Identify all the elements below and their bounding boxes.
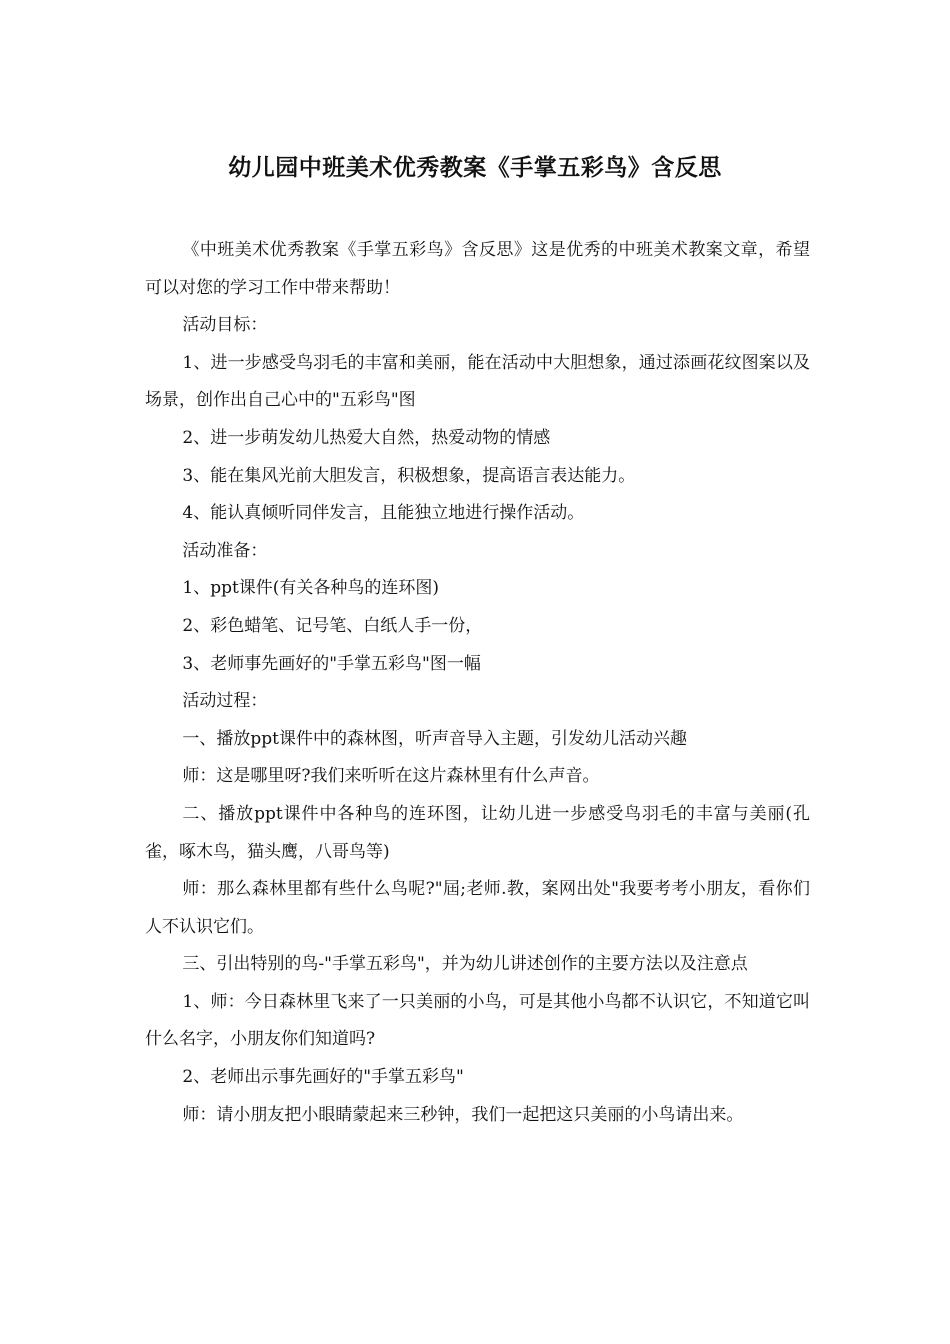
paragraph-step-2-teacher: 师：那么森林里都有些什么鸟呢?"屆;老师.教，案网出处"我要考考小朋友，看你们人不认识它们。 [145,879,810,937]
paragraph-prep-1: 1、ppt课件(有关各种鸟的连环图) [182,578,440,599]
document-title: 幼儿园中班美术优秀教案《手掌五彩鸟》含反思 [228,155,722,181]
paragraph-prep-2: 2、彩色蜡笔、记号笔、白纸人手一份， [182,615,483,636]
paragraph-step-3-teacher: 师：请小朋友把小眼睛蒙起来三秒钟，我们一起把这只美丽的小鸟请出来。 [182,1104,744,1125]
paragraph-goal-2: 2、进一步萌发幼儿热爱大自然，热爱动物的情感 [182,427,551,448]
document-body [145,232,810,1134]
paragraph-goal-4: 4、能认真倾听同伴发言，且能独立地进行操作活动。 [182,503,585,524]
paragraph-intro: 《中班美术优秀教案《手掌五彩鸟》含反思》这是优秀的中班美术教案文章，希望可以对您的学习工作中带来帮助！ [145,240,810,298]
paragraph-step-1: 一、播放ppt课件中的森林图，听声音导入主题，引发幼儿活动兴趣 [182,728,687,749]
paragraph-goal-1: 1、进一步感受鸟羽毛的丰富和美丽，能在活动中大胆想象，通过添画花纹图案以及场景，创作出自己心中的"五彩鸟"图 [145,352,810,411]
paragraph-goal-3: 3、能在集风光前大胆发言，积极想象，提高语言表达能力。 [182,465,636,486]
paragraph-step-1-teacher: 师：这是哪里呀?我们来听听在这片森林里有什么声音。 [182,766,600,787]
paragraph-step-3: 三、引出特别的鸟-"手掌五彩鸟"，并为幼儿讲述创作的主要方法以及注意点 [182,954,748,975]
paragraph-prep-3: 3、老师事先画好的"手掌五彩鸟"图一幅 [182,653,481,674]
paragraph-step-3-2: 2、老师出示事先画好的"手掌五彩鸟" [182,1067,464,1088]
paragraph-prep-heading: 活动准备： [182,540,268,561]
paragraph-step-3-1: 1、师：今日森林里飞来了一只美丽的小鸟，可是其他小鸟都不认识它，不知道它叫什么名字，小朋友你们知道吗? [145,991,810,1050]
paragraph-process-heading: 活动过程： [182,691,268,712]
paragraph-step-2: 二、播放ppt课件中各种鸟的连环图，让幼儿进一步感受鸟羽毛的丰富与美丽(孔雀，啄木鸟，猫头鹰，八哥鸟等) [145,803,810,862]
paragraph-goals-heading: 活动目标： [182,315,268,336]
